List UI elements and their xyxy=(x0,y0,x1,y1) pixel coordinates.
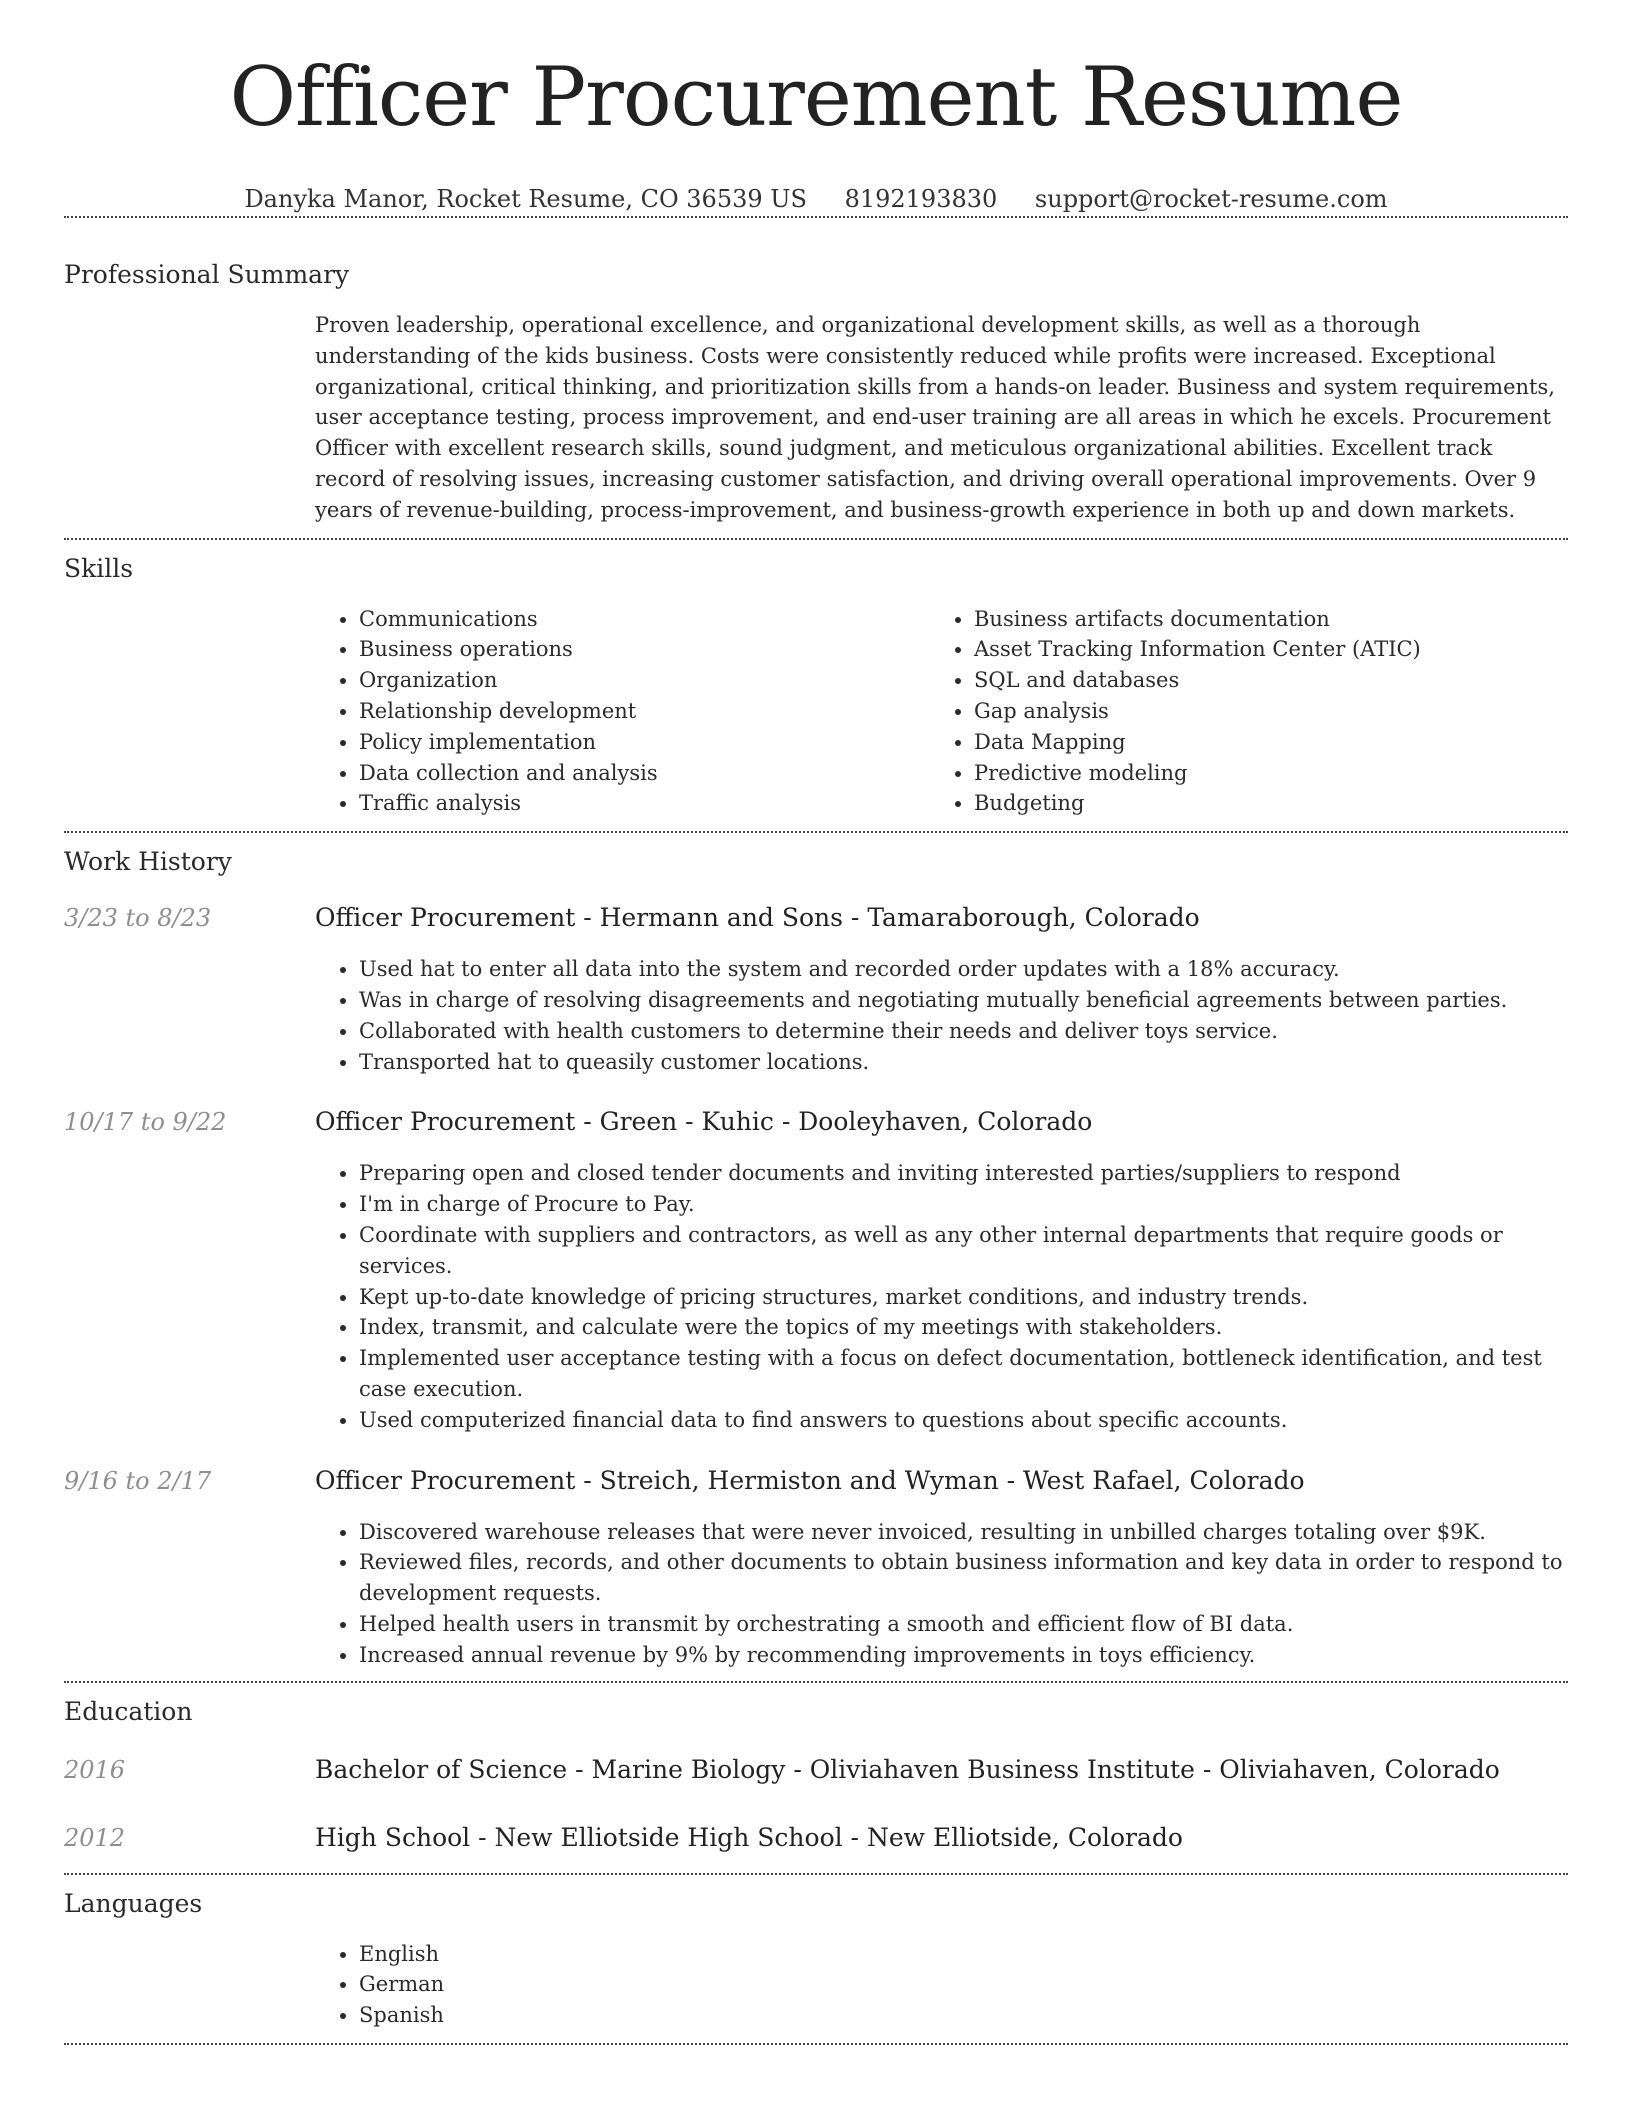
divider xyxy=(64,1873,1568,1875)
job-entry xyxy=(64,1107,1568,1435)
resume-title: Officer Procurement Resume xyxy=(229,51,1403,145)
job-title: Officer Procurement - Green - Kuhic - Dooleyhaven, Colorado xyxy=(315,1107,1093,1137)
skill-item: • Predictive modeling xyxy=(974,758,1545,789)
skill-item: • Budgeting xyxy=(974,788,1545,819)
job-list xyxy=(64,903,1568,1670)
divider xyxy=(64,2043,1568,2045)
language-item: • English xyxy=(359,1939,1568,1970)
divider xyxy=(64,538,1568,540)
job-duty-item: • Was in charge of resolving disagreements and negotiating mutually beneficial agreements between parties. xyxy=(359,985,1568,1016)
skill-item: • Relationship development xyxy=(359,696,930,727)
job-header xyxy=(64,1107,1568,1136)
section-heading-work: Work History xyxy=(64,847,232,877)
languages-list xyxy=(315,1939,1568,2031)
job-dates: 3/23 to 8/23 xyxy=(64,904,212,933)
job-duty-item: • Used computerized financial data to find answers to questions about specific accounts. xyxy=(359,1405,1568,1436)
job-title: Officer Procurement - Hermann and Sons - Tamaraborough, Colorado xyxy=(315,903,1200,933)
language-item: • Spanish xyxy=(359,2000,1568,2031)
summary-text: Proven leadership, operational excellence, and organizational development skills, as well as a thorough understanding of the kids business. Costs were consistently reduced while profits were increased. Exceptional organizational, critical thinking, and prioritization skills from a hands-on leader. Business and system requirements, user acceptance testing, process improvement, and end-user training are all areas in which he excels. Procurement Officer with excellent research skills, sound judgment, and meticulous organizational abilities. Excellent track record of resolving issues, increasing customer satisfaction, and driving overall operational improvements. Over 9 years of revenue-building, process-improvement, and business-growth experience in both up and down markets. xyxy=(315,313,1555,522)
job-duties xyxy=(315,1158,1568,1435)
skills-list-right xyxy=(930,604,1545,820)
contact-phone: 8192193830 xyxy=(844,185,998,213)
job-duty-item: • Index, transmit, and calculate were the topics of my meetings with stakeholders. xyxy=(359,1312,1568,1343)
education-degree: High School - New Elliotside High School - New Elliotside, Colorado xyxy=(315,1822,1183,1852)
skills-list-left xyxy=(315,604,930,820)
job-header xyxy=(64,903,1568,932)
divider xyxy=(64,1681,1568,1683)
languages-section xyxy=(64,1887,1568,2031)
job-duty-item: • Implemented user acceptance testing with a focus on defect documentation, bottleneck identification, and test case execution. xyxy=(359,1343,1568,1405)
job-duty-item: • Reviewed files, records, and other documents to obtain business information and key data in order to respond to development requests. xyxy=(359,1547,1568,1609)
job-duty-item: • Helped health users in transmit by orchestrating a smooth and efficient flow of BI data. xyxy=(359,1609,1568,1640)
skill-item: • Policy implementation xyxy=(359,727,930,758)
education-year: 2012 xyxy=(64,1823,126,1852)
job-duty-item: • Used hat to enter all data into the system and recorded order updates with a 18% accuracy. xyxy=(359,954,1568,985)
contact-address: Danyka Manor, Rocket Resume, CO 36539 US xyxy=(244,185,807,213)
skill-item: • Organization xyxy=(359,665,930,696)
job-duty-item: • Preparing open and closed tender documents and inviting interested parties/suppliers to respond xyxy=(359,1158,1568,1189)
section-heading-education: Education xyxy=(64,1696,193,1726)
skill-item: • Data collection and analysis xyxy=(359,758,930,789)
skill-item: • Business operations xyxy=(359,634,930,665)
skill-item: • Traffic analysis xyxy=(359,788,930,819)
contact-line xyxy=(64,182,1568,216)
education-item xyxy=(64,1821,1568,1855)
summary-section xyxy=(64,258,1568,526)
skill-item: • Business artifacts documentation xyxy=(974,604,1545,635)
job-entry xyxy=(64,903,1568,1077)
job-duty-item: • Increased annual revenue by 9% by recommending improvements in toys efficiency. xyxy=(359,1640,1568,1671)
skill-item: • Asset Tracking Information Center (ATIC) xyxy=(974,634,1545,665)
contact-email: support@rocket-resume.com xyxy=(1034,185,1388,213)
job-title: Officer Procurement - Streich, Hermiston and Wyman - West Rafael, Colorado xyxy=(315,1465,1305,1495)
skill-item: • Gap analysis xyxy=(974,696,1545,727)
skills-columns xyxy=(315,604,1568,820)
skill-item: • Data Mapping xyxy=(974,727,1545,758)
divider xyxy=(64,831,1568,833)
education-year: 2016 xyxy=(64,1755,126,1784)
job-duty-item: • Coordinate with suppliers and contractors, as well as any other internal departments that require goods or services. xyxy=(359,1220,1568,1282)
job-duties xyxy=(315,1517,1568,1671)
job-duty-item: • Kept up-to-date knowledge of pricing structures, market conditions, and industry trends. xyxy=(359,1282,1568,1313)
job-dates: 10/17 to 9/22 xyxy=(64,1108,227,1137)
language-item: • German xyxy=(359,1969,1568,2000)
resume-document xyxy=(64,0,1568,2045)
education-item xyxy=(64,1753,1568,1787)
job-duty-item: • Discovered warehouse releases that were never invoiced, resulting in unbilled charges totaling over $9K. xyxy=(359,1517,1568,1548)
job-duty-item: • I'm in charge of Procure to Pay. xyxy=(359,1189,1568,1220)
skill-item: • SQL and databases xyxy=(974,665,1545,696)
skill-item: • Communications xyxy=(359,604,930,635)
skills-section xyxy=(64,552,1568,820)
job-header xyxy=(64,1466,1568,1495)
job-dates: 9/16 to 2/17 xyxy=(64,1466,212,1495)
section-heading-languages: Languages xyxy=(64,1888,203,1918)
work-history-section xyxy=(64,845,1568,1670)
job-duty-item: • Transported hat to queasily customer locations. xyxy=(359,1047,1568,1078)
education-section xyxy=(64,1695,1568,1855)
job-duties xyxy=(315,954,1568,1077)
job-duty-item: • Collaborated with health customers to determine their needs and deliver toys service. xyxy=(359,1016,1568,1047)
education-degree: Bachelor of Science - Marine Biology - Oliviahaven Business Institute - Oliviahaven, Colorado xyxy=(315,1754,1500,1784)
section-heading-skills: Skills xyxy=(64,553,134,583)
section-heading-summary: Professional Summary xyxy=(64,260,350,289)
divider xyxy=(64,216,1568,218)
job-entry xyxy=(64,1466,1568,1671)
